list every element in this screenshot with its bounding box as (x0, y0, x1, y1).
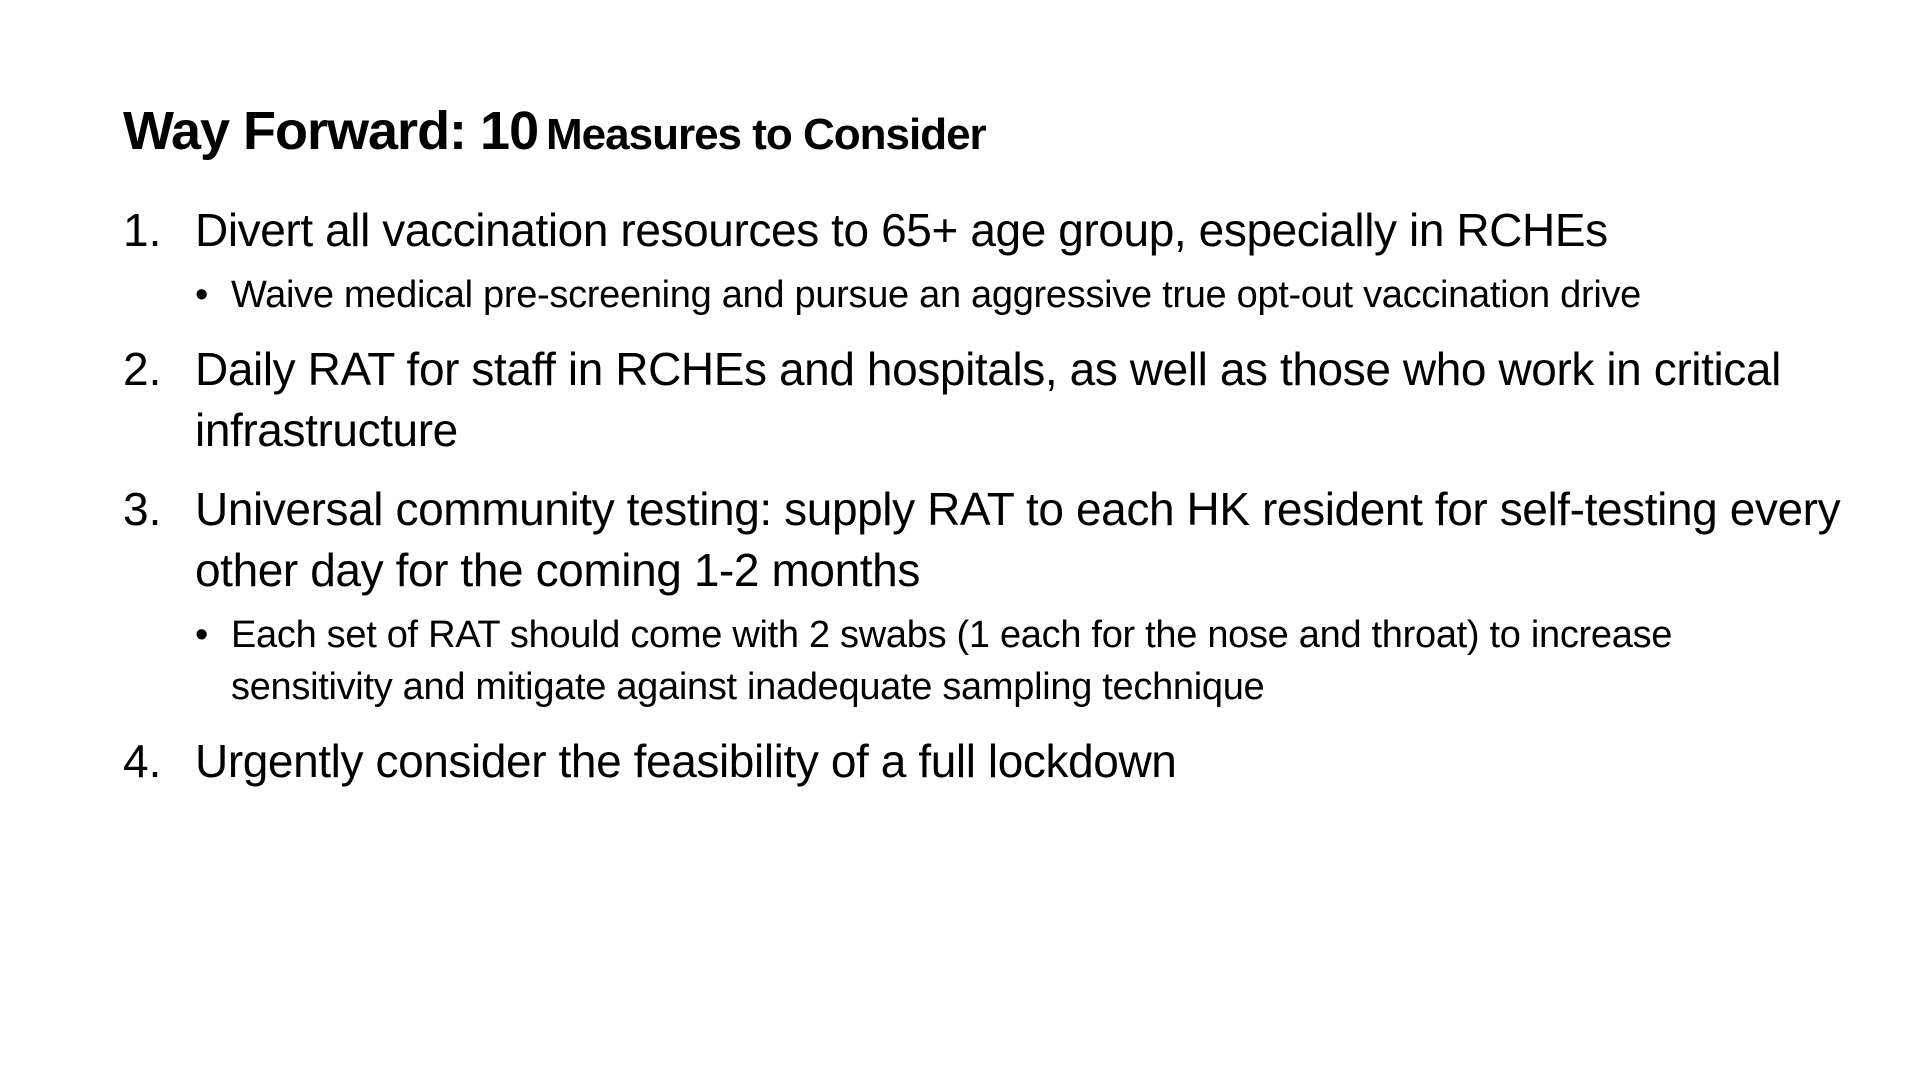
measure-number: 3. (123, 483, 162, 535)
measure-text: Divert all vaccination resources to 65+ age group, especially in RCHEs (195, 204, 1608, 256)
measure-item (123, 200, 1843, 321)
subpoint-item (195, 269, 1843, 321)
subpoint-text: Each set of RAT should come with 2 swabs (1 each for the nose and throat) to increase sensitivity and mitigate against inadequate sampling technique (231, 614, 1673, 708)
measure-text: Daily RAT for staff in RCHEs and hospitals, as well as those who work in critical infrastructure (195, 343, 1781, 456)
title-main: Way Forward: 10 (123, 101, 539, 161)
measure-number: 2. (123, 343, 162, 395)
measure-number: 4. (123, 735, 162, 787)
measures-list (123, 200, 1843, 810)
measure-text: Universal community testing: supply RAT to each HK resident for self-testing every other day for the coming 1-2 months (195, 483, 1841, 596)
measure-item (123, 731, 1843, 792)
title-rest: Measures to Consider (546, 110, 986, 159)
measure-number: 1. (123, 204, 162, 256)
bullet-icon: • (195, 614, 209, 656)
subpoints-list (195, 269, 1843, 321)
bullet-icon: • (195, 274, 209, 316)
subpoints-list (195, 609, 1843, 713)
measure-item (123, 339, 1843, 461)
subpoint-item (195, 609, 1843, 713)
measure-text: Urgently consider the feasibility of a full lockdown (195, 735, 1177, 787)
slide-title (123, 101, 986, 161)
measure-item (123, 479, 1843, 713)
subpoint-text: Waive medical pre-screening and pursue an aggressive true opt-out vaccination drive (231, 274, 1642, 316)
